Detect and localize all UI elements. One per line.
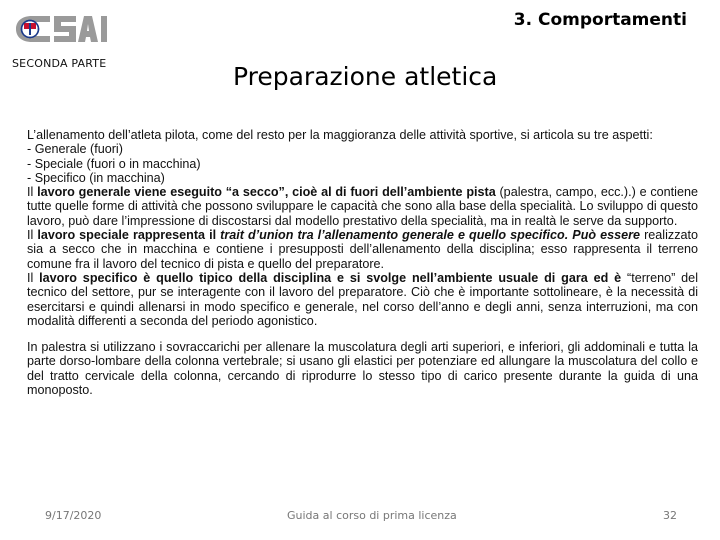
- gym-paragraph: In palestra si utilizzano i sovraccarichi per allenare la muscolatura degli arti superiori, e inferiori, gli addominali e tutta la parte dorso-lombare della colonna vertebrale; si usano gli elastici per potenziare ed allungare la muscolatura del collo e del tratto cervicale della colonna, cercando di riprodurre lo stesso tipo di carico presente durante la guida di una monoposto.: [27, 340, 698, 398]
- bold-text: lavoro specifico è quello tipico della disciplina e si svolge nell’ambiente usuale di gara ed è: [39, 270, 622, 285]
- slide-title: Preparazione atletica: [233, 62, 498, 91]
- specific-work-paragraph: Il lavoro specifico è quello tipico della disciplina e si svolge nell’ambiente usuale di gara ed è “terreno” del tecnico del settore, pur se interagente con il lavoro del preparatore. Ciò che è importante sottolineare, è la necessità di esercitarsi e quindi allenarsi in modo specifico e generale, nel corso dell’anno e degli anni, senza interruzioni, ma con modalità differenti a seconda del periodo agonistico.: [27, 270, 698, 328]
- list-item: - Speciale (fuori o in macchina): [27, 156, 201, 171]
- general-work-paragraph: Il lavoro generale viene eseguito “a secco”, cioè al di fuori dell’ambiente pista (palestra, campo, ecc.).) e contiene tutte quelle forme di attività che possono sviluppare le capacità che sono alla base della specialità. Lo sviluppo di questo lavoro, può dare l’impressione di discostarsi dal modello prestativo della specialità, ma in realtà le serve da supporto.: [27, 185, 698, 228]
- csai-logo: [10, 12, 110, 46]
- intro-paragraph: L’allenamento dell’atleta pilota, come del resto per la maggioranza delle attività sportive, si articola su tre aspetti:: [27, 128, 653, 142]
- slide-body: [27, 128, 698, 397]
- chapter-heading: 3. Comportamenti: [513, 10, 687, 30]
- bold-italic-text: trait d’union tra l’allenamento generale e quello specifico. Può essere: [220, 228, 641, 243]
- footer-date: 9/17/2020: [45, 509, 102, 522]
- paragraph-spacer: [27, 328, 698, 340]
- list-item: - Generale (fuori): [27, 142, 123, 157]
- footer-title: Guida al corso di prima licenza: [287, 509, 457, 522]
- bold-text: lavoro speciale rappresenta il: [37, 228, 221, 243]
- section-label: SECONDA PARTE: [12, 57, 107, 70]
- bold-text: lavoro generale viene eseguito “a secco”, cioè al di fuori dell’ambiente pista: [37, 185, 496, 200]
- list-item: - Specifico (in macchina): [27, 170, 165, 185]
- page-number: 32: [663, 509, 677, 522]
- special-work-paragraph: Il lavoro speciale rappresenta il trait d’union tra l’allenamento generale e quello specifico. Può essere realizzato sia a secco che in macchina e contiene i presupposti dell’allenamento della disciplina; esso rappresenta il terreno comune fra il lavoro del tecnico di pista e quello del preparatore.: [27, 228, 699, 271]
